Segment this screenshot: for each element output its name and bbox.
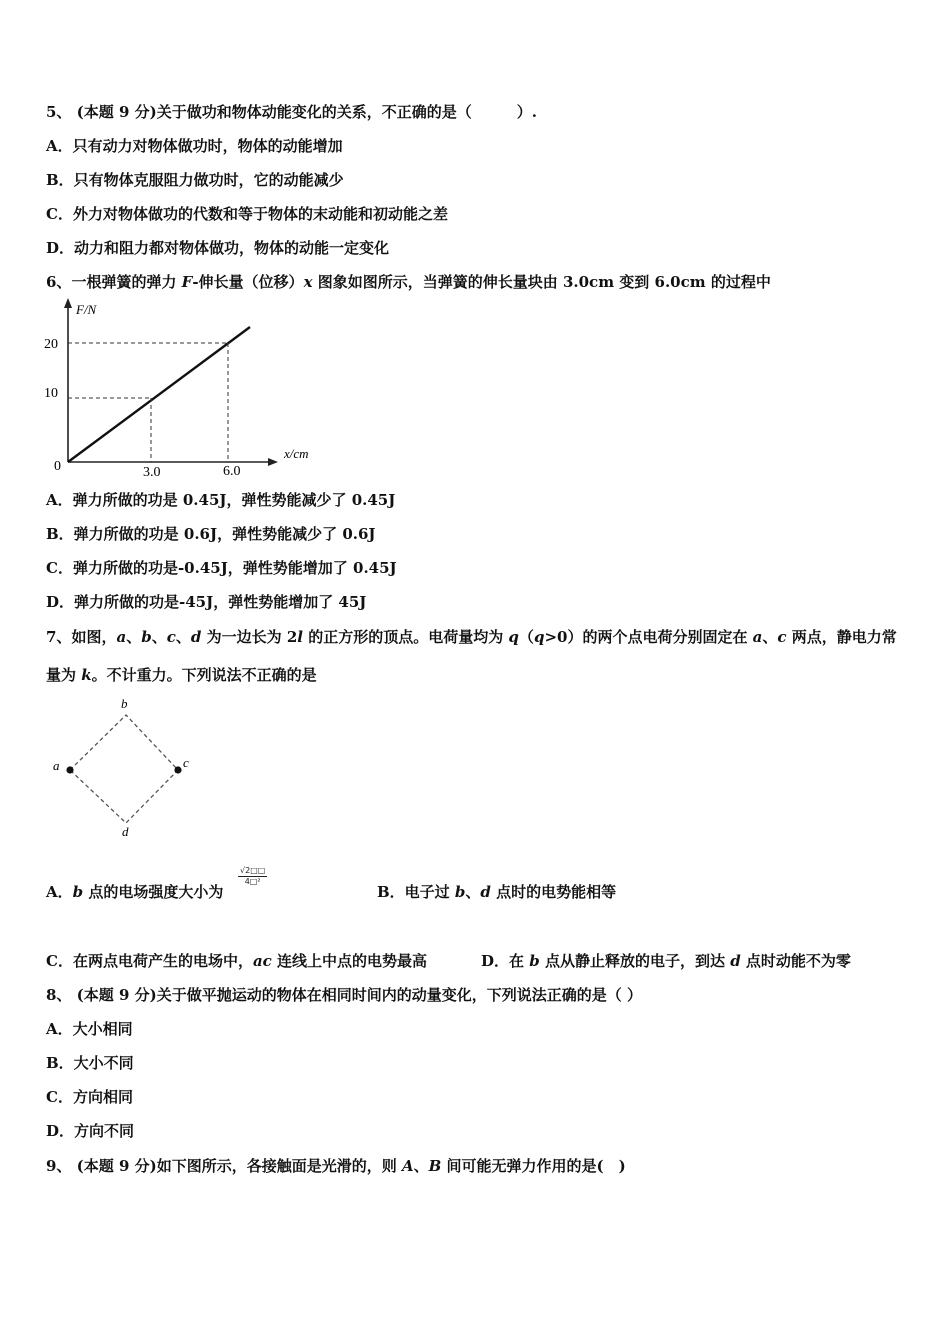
- square-outline: [70, 715, 178, 823]
- formula-numerator: √2□□: [240, 866, 266, 875]
- q8-option-c: C．方向相同: [46, 1088, 133, 1106]
- q9-stem: [46, 1156, 626, 1176]
- x-axis-arrow: [268, 458, 278, 466]
- q5-stem: [46, 102, 537, 122]
- q5-stem-text: (本题 9 分)关于做功和物体动能变化的关系，不正确的是（ ）.: [76, 103, 537, 121]
- x-axis-label: x/cm: [284, 446, 309, 461]
- q9-number: 9、: [46, 1157, 72, 1175]
- q7-option-d: [481, 951, 851, 971]
- q8-option-b: B．大小不同: [46, 1054, 134, 1072]
- q5-option-c: C．外力对物体做功的代数和等于物体的末动能和初动能之差: [46, 205, 448, 223]
- q7-stem-line1: [46, 627, 897, 647]
- q8-stem-text: (本题 9 分)关于做平抛运动的物体在相同时间内的动量变化，下列说法正确的是（ ）: [71, 986, 642, 1004]
- q6-force-extension-graph: [40, 298, 330, 483]
- q7-opt-text: A．: [46, 883, 73, 901]
- q7-opt-var: d: [730, 952, 741, 970]
- q8-option-a: A．大小相同: [46, 1020, 133, 1038]
- q6-stem-var-f: F: [181, 273, 193, 291]
- q7-opt-var: b: [454, 883, 466, 901]
- q7-text: 如图，: [71, 628, 117, 646]
- q7-text: 、: [175, 628, 191, 646]
- q7-option-b: [377, 882, 616, 902]
- q6-option-a: A．弹力所做的功是 0.45J，弹性势能减少了 0.45J: [46, 491, 396, 509]
- q6-stem-part: 图象如图所示，当弹簧的伸长量块由 3.0cm 变到 6.0cm 的过程中: [312, 273, 771, 291]
- q7-var: c: [777, 628, 787, 646]
- q7-opt-var: b: [72, 883, 84, 901]
- q7-square-figure: [48, 695, 198, 840]
- charge-c: [174, 766, 181, 773]
- y-axis-label: F/N: [76, 302, 97, 317]
- x-tick-3: 3.0: [143, 465, 161, 480]
- q7-opt-var: d: [480, 883, 491, 901]
- q9-var: B: [428, 1157, 442, 1175]
- q7-var: d: [190, 628, 202, 646]
- q7-text: 、: [126, 628, 142, 646]
- q6-option-b: B．弹力所做的功是 0.6J，弹性势能减少了 0.6J: [46, 525, 376, 543]
- vertex-label-a: a: [53, 758, 60, 773]
- y-axis-arrow: [64, 298, 72, 308]
- q7-opt-text: 连线上中点的电势最高: [271, 952, 428, 970]
- q7-opt-text: B．电子过: [377, 883, 455, 901]
- q7-var: q: [508, 628, 519, 646]
- q7-var: c: [166, 628, 176, 646]
- origin-label: 0: [54, 459, 61, 474]
- q7-opt-var: ac: [252, 952, 272, 970]
- q7-text: 、: [762, 628, 778, 646]
- q7-opt-text: 点时的电势能相等: [490, 883, 617, 901]
- q8-stem: [46, 985, 642, 1005]
- q7-text: >0）的两个点电荷分别固定在: [544, 628, 753, 646]
- q7-var: k: [81, 666, 92, 684]
- q7-var: a: [116, 628, 127, 646]
- q7-opt-text: 点的电场强度大小为: [83, 883, 224, 901]
- q5-option-b: B．只有物体克服阻力做功时，它的动能减少: [46, 171, 344, 189]
- x-tick-6: 6.0: [223, 464, 241, 479]
- q7-text: 两点，静电力常: [786, 628, 897, 646]
- vertex-label-b: b: [121, 696, 128, 711]
- q9-text: 、: [413, 1157, 429, 1175]
- q5-option-d: D．动力和阻力都对物体做功，物体的动能一定变化: [46, 239, 390, 257]
- q6-option-c: C．弹力所做的功是-0.45J，弹性势能增加了 0.45J: [46, 559, 397, 577]
- force-line: [68, 327, 250, 462]
- q6-stem: [46, 272, 771, 292]
- q9-var: A: [401, 1157, 414, 1175]
- q7-text: 、: [151, 628, 167, 646]
- y-tick-20: 20: [44, 337, 58, 352]
- q7-var: l: [297, 628, 303, 646]
- q7-opt-text: 点从静止释放的电子，到达: [539, 952, 731, 970]
- q9-text: (本题 9 分)如下图所示，各接触面是光滑的，则: [71, 1157, 402, 1175]
- q7-opt-text: 、: [465, 883, 481, 901]
- q8-number: 8、: [46, 986, 72, 1004]
- q7-text: 为一边长为 2: [201, 628, 298, 646]
- q7-text: 的正方形的顶点。电荷量均为: [302, 628, 509, 646]
- q6-number: 6、: [46, 273, 72, 291]
- q7-var: b: [141, 628, 152, 646]
- q7-text: 。不计重力。下列说法不正确的是: [91, 666, 317, 684]
- vertex-label-d: d: [122, 824, 129, 839]
- q7-option-a-formula: [238, 866, 267, 887]
- q6-stem-var-x: x: [303, 273, 313, 291]
- q7-text: （: [518, 628, 534, 646]
- q7-opt-text: 点时动能不为零: [740, 952, 851, 970]
- q7-stem-line2: [46, 665, 317, 685]
- q6-stem-part: -伸长量（位移）: [192, 273, 304, 291]
- q7-var: q: [533, 628, 545, 646]
- q5-number: 5、: [46, 103, 72, 121]
- y-tick-10: 10: [44, 386, 58, 401]
- q7-opt-text: C．在两点电荷产生的电场中，: [46, 952, 253, 970]
- q7-opt-text: D．在: [481, 952, 530, 970]
- charge-a: [66, 766, 73, 773]
- q6-option-d: D．弹力所做的功是-45J，弹性势能增加了 45J: [46, 593, 367, 611]
- q7-option-c: [46, 951, 427, 971]
- q7-var: a: [752, 628, 763, 646]
- q7-number: 7、: [46, 628, 72, 646]
- q5-option-a: A．只有动力对物体做功时，物体的动能增加: [46, 137, 343, 155]
- q9-text: 间可能无弹力作用的是( ): [441, 1157, 626, 1175]
- q7-text: 量为: [46, 666, 82, 684]
- q7-opt-var: b: [529, 952, 540, 970]
- q6-stem-part: 一根弹簧的弹力: [71, 273, 182, 291]
- formula-denominator: 4□²: [244, 877, 261, 886]
- q8-option-d: D．方向不同: [46, 1122, 135, 1140]
- vertex-label-c: c: [183, 755, 189, 770]
- q7-option-a: [46, 882, 223, 902]
